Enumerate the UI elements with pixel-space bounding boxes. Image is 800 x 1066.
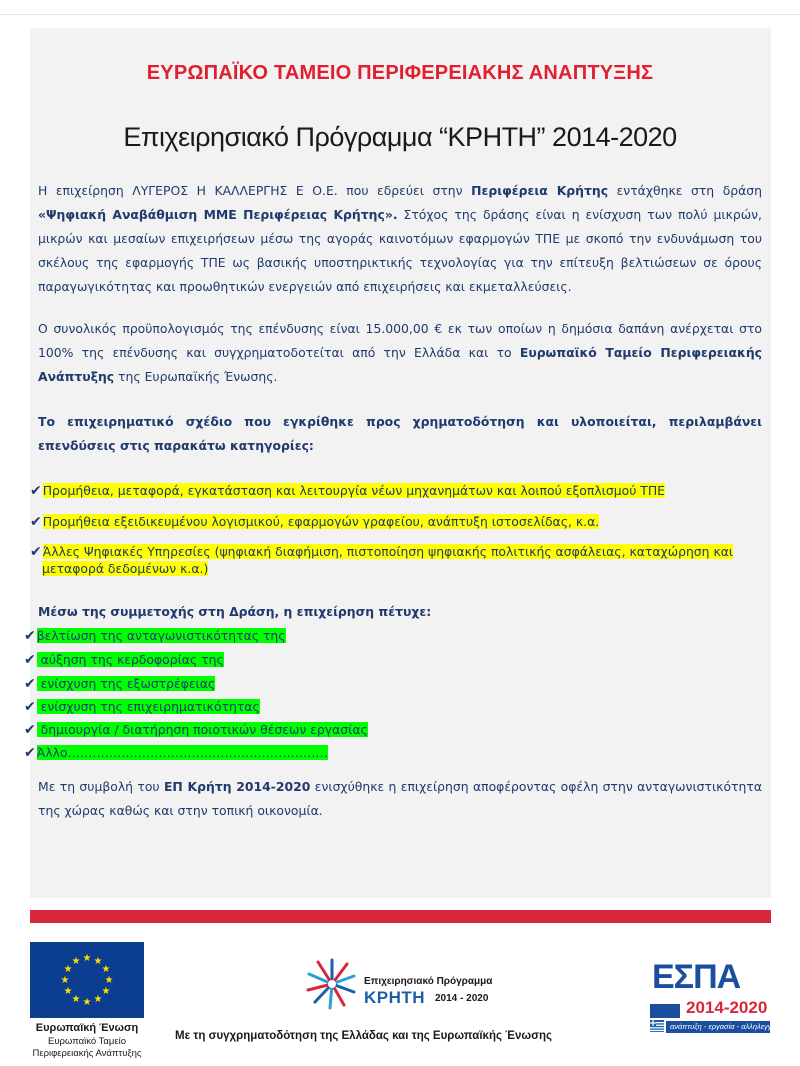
intro-text-1: Η επιχείρηση ΛΥΓΕΡΟΣ Η ΚΑΛΛΕΡΓΗΣ Ε Ο.Ε. που εδρεύει στην — [38, 183, 472, 198]
result-item — [24, 698, 260, 716]
eu-flag-logo — [30, 942, 144, 1018]
result-item — [24, 721, 368, 739]
program-title: Επιχειρησιακό Πρόγραμμα “ΚΡΗΤΗ” 2014-2020 — [123, 122, 677, 152]
result-item — [24, 627, 286, 645]
category-item — [30, 482, 770, 500]
result-label: δημιουργία / διατήρηση ποιοτικών θέσεων εργασίας — [36, 722, 368, 737]
category-item — [30, 543, 770, 561]
category-label: Προμήθεια εξειδικευμένου λογισμικού, εφαρμογών γραφείου, ανάπτυξη ιστοσελίδας, κ.α. — [42, 514, 600, 529]
check-icon: ✔ — [30, 544, 42, 560]
budget-paragraph — [38, 317, 762, 389]
svg-text:★: ★ — [93, 956, 103, 967]
svg-text:★: ★ — [101, 986, 111, 997]
category-item — [30, 513, 770, 531]
category-item-continuation — [42, 560, 782, 577]
eu-fund-line1: Ευρωπαϊκό Ταμείο — [48, 1036, 126, 1047]
category-label: Άλλες Ψηφιακές Υπηρεσίες (ψηφιακή διαφήμιση, πιστοποίηση ψηφιακής πολιτικής ασφάλειας, καταχώρηση και — [42, 544, 734, 559]
svg-text:★: ★ — [63, 986, 73, 997]
espa-wordmark: ΕΣΠΑ — [652, 958, 741, 996]
svg-text:★: ★ — [63, 964, 73, 975]
eu-fund-line2: Περιφερειακής Ανάπτυξης — [32, 1048, 142, 1059]
plan-heading: Το επιχειρηματικό σχέδιο που εγκρίθηκε προς χρηματοδότηση και υλοποιείται, περιλαμβάνει επενδύσεις στις παρακάτω κατηγορίες: — [38, 414, 762, 453]
category-label: Προμήθεια, μεταφορά, εγκατάσταση και λειτουργία νέων μηχανημάτων και λοιπού εξοπλισμού ΤΠΕ — [42, 483, 666, 498]
fund-title: ΕΥΡΩΠΑΪΚΟ ΤΑΜΕΙΟ ΠΕΡΙΦΕΡΕΙΑΚΗΣ ΑΝΑΠΤΥΞΗΣ — [146, 62, 654, 84]
cofunding-statement: Με τη συγχρηματοδότηση της Ελλάδας και της Ευρωπαϊκής Ένωσης — [175, 1030, 552, 1042]
intro-action-name: «Ψηφιακή Αναβάθμιση ΜΜΕ Περιφέρειας Κρήτης». — [38, 207, 398, 222]
eu-mini-flag-icon — [650, 1004, 680, 1018]
budget-text-1: Ο συνολικός προϋπολογισμός της επένδυσης είναι 15.000,00 € εκ των οποίων η δημόσια δαπάνη ανέρχεται στο 100% της επένδυσης και συγχρηματοδοτείται από την Ελλάδα και το — [38, 321, 762, 360]
check-icon: ✔ — [24, 745, 36, 761]
crete-program-label: Επιχειρησιακό Πρόγραμμα — [364, 976, 493, 987]
content-panel — [30, 28, 771, 898]
intro-text-3: Στόχος της δράσης είναι η ενίσχυση των πολύ μικρών, μικρών και μεσαίων επιχειρήσεων μέσω της αγοράς καινοτόμων εφαρμογών ΤΠΕ με σκοπό την ενδυνάμωση του σκέλους της εφαρμογής ΤΠΕ ως βασικής υποστηρικτικής τεχνολογίας για την επίτευξη βελτιώσεων σε όρους παραγωγικότητας και προωθητικών ενεργειών από επιχειρήσεις και εκμεταλλεύσεις. — [38, 207, 762, 294]
svg-text:★: ★ — [82, 953, 92, 964]
eu-name: Ευρωπαϊκή Ένωση — [35, 1022, 139, 1034]
svg-text:★: ★ — [60, 975, 70, 986]
eu-stars-icon — [30, 942, 144, 1018]
check-icon: ✔ — [24, 652, 36, 668]
intro-text-2: εντάχθηκε στη δράση — [608, 183, 763, 198]
result-label: ενίσχυση της επιχειρηματικότητας — [36, 699, 260, 714]
category-label: μεταφορά δεδομένων κ.α.) — [42, 561, 209, 576]
eu-fund-caption — [18, 1036, 156, 1060]
top-divider — [0, 14, 800, 15]
result-label: αύξηση της κερδοφορίας της — [36, 652, 224, 667]
check-icon: ✔ — [30, 514, 42, 530]
check-icon: ✔ — [24, 628, 36, 644]
closing-text-2: ενισχύθηκε η επιχείρηση αποφέροντας οφέλη στην ανταγωνιστικότητα της χώρας καθώς και στην τοπική οικονομία. — [38, 779, 762, 818]
results-heading: Μέσω της συμμετοχής στη Δράση, η επιχείρηση πέτυχε: — [38, 604, 432, 619]
crete-years: 2014 - 2020 — [435, 993, 489, 1004]
check-icon: ✔ — [30, 483, 42, 499]
result-item — [24, 675, 215, 693]
result-label: βελτίωση της ανταγωνιστικότητας της — [36, 628, 286, 643]
espa-years: 2014-2020 — [686, 998, 768, 1017]
result-label: ενίσχυση της εξωστρέφειας — [36, 676, 216, 691]
svg-text:★: ★ — [71, 994, 81, 1005]
svg-text:★: ★ — [104, 975, 114, 986]
result-label: Άλλο……………………………………………………… — [36, 745, 328, 760]
footer-red-bar — [30, 910, 771, 923]
closing-text-1: Με τη συμβολή του — [38, 779, 164, 794]
espa-tagline: ανάπτυξη - εργασία - αλληλεγγύη — [670, 1022, 780, 1031]
svg-text:★: ★ — [101, 964, 111, 975]
check-icon: ✔ — [24, 699, 36, 715]
svg-text:★: ★ — [82, 997, 92, 1008]
crete-name: ΚΡΗΤΗ — [364, 988, 426, 1007]
closing-paragraph — [38, 775, 762, 823]
closing-program: ΕΠ Κρήτη 2014-2020 — [163, 779, 311, 794]
result-item — [24, 744, 328, 762]
greek-flag-icon — [650, 1020, 664, 1032]
check-icon: ✔ — [24, 722, 36, 738]
svg-text:★: ★ — [71, 956, 81, 967]
svg-text:★: ★ — [93, 994, 103, 1005]
budget-fund-name: Ευρωπαϊκό Ταμείο Περιφερειακής Ανάπτυξης — [38, 345, 762, 384]
intro-paragraph — [38, 179, 762, 299]
crete-burst-icon — [302, 950, 362, 1012]
check-icon: ✔ — [24, 676, 36, 692]
result-item — [24, 651, 224, 669]
budget-text-2: της Ευρωπαϊκής Ένωσης. — [114, 369, 278, 384]
intro-region: Περιφέρεια Κρήτης — [471, 183, 609, 198]
